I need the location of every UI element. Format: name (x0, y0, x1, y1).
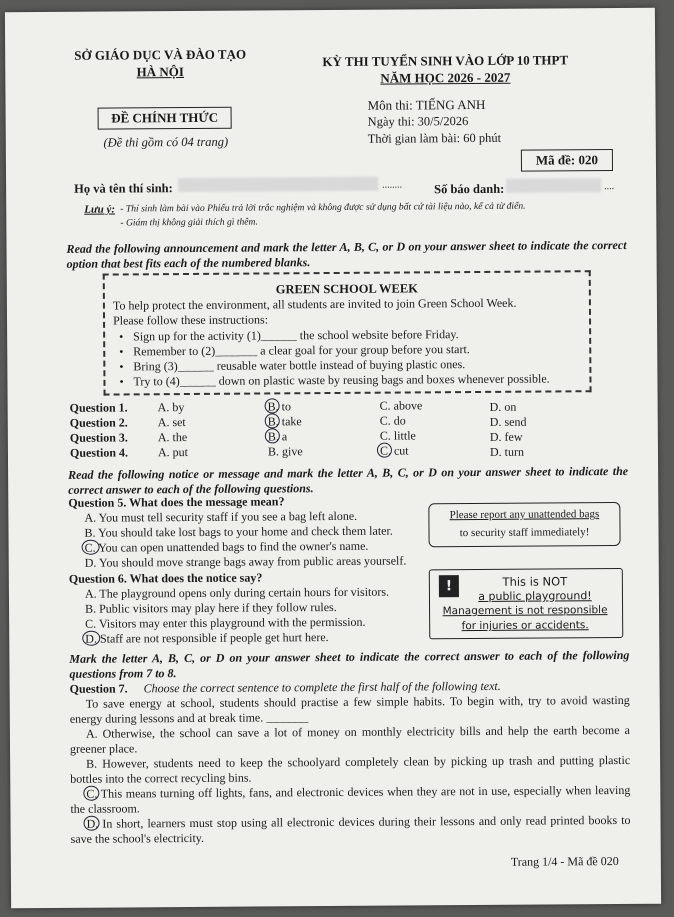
option-c: C. do (379, 413, 406, 428)
answer-circle-icon (265, 413, 280, 428)
option-c: C. little (379, 428, 416, 443)
section3-instruction: Mark the letter A, B, C, or D on your answer sheet to indicate the correct answer to each of the following questions from 7 to 8. (69, 647, 630, 681)
exam-code: Mã đề: 020 (521, 149, 613, 172)
question-7-text: Choose the correct sentence to complete the first half of the following text. (143, 678, 501, 696)
official-badge: ĐỀ CHÍNH THỨC (98, 107, 232, 130)
name-label: Họ và tên thí sinh: (74, 181, 173, 196)
dept-line1: SỞ GIÁO DỤC VÀ ĐÀO TẠO (74, 46, 247, 63)
option-b: B. give (267, 444, 303, 459)
bullet-2: Remember to (2)_______ a clear goal for your group before you start. (133, 342, 470, 359)
q6-option-a: A. The playground opens only during certain hours for visitors. (84, 584, 390, 601)
option-a: A. by (157, 400, 185, 415)
sign-line-1: Please report any unattended bags (449, 508, 600, 522)
warning-icon: ! (439, 575, 459, 597)
q7-option-c: C. This means turning off lights, fans, and electronic devices when they are not in use, especially when leaving the classroom. (70, 782, 631, 816)
id-dots: .... (604, 181, 615, 193)
option-d: D. on (489, 399, 517, 414)
bullet-icon: • (119, 329, 124, 344)
school-year: NĂM HỌC 2026 - 2027 (380, 69, 511, 86)
bullet-icon: • (119, 374, 124, 389)
question-6: Question 6. What does the notice say? (68, 570, 263, 586)
sign-line-3: Management is not responsible (442, 604, 608, 618)
q5-option-b: B. You should take lost bags to your home and check them later. (84, 523, 393, 540)
exam-title: KỲ THI TUYỂN SINH VÀO LỚP 10 THPT (322, 52, 569, 70)
answer-circle-icon (377, 443, 392, 458)
q6-option-d: D. Staff are not responsible if people get hurt here. (85, 630, 329, 646)
q6-option-b: B. Public visitors may play here if they follow rules. (84, 599, 337, 616)
q5-option-d: D. You should move strange bags away from public areas yourself. (84, 553, 407, 570)
bullet-icon: • (119, 344, 124, 359)
answer-circle-icon (82, 631, 100, 646)
q5-option-c: C. You can open unattended bags to find the owner's name. (84, 538, 369, 555)
name-redacted (178, 177, 378, 192)
note-label: Lưu ý: (84, 203, 116, 216)
sign-line-4: for injuries or accidents. (461, 619, 589, 633)
option-c: C. above (379, 398, 423, 413)
q5-option-a: A. You must tell security staff if you see a bag left alone. (84, 508, 358, 525)
id-label: Số báo danh: (434, 181, 505, 197)
id-redacted (506, 178, 601, 193)
option-a: A. set (157, 415, 186, 430)
option-d: D. turn (489, 444, 525, 459)
page-footer: Trang 1/4 - Mã đề 020 (510, 854, 619, 869)
sign-line-1: This is NOT (502, 574, 568, 589)
bullet-1: Sign up for the activity (1)______ the school website before Friday. (133, 327, 459, 344)
section1-instruction: Read the following announcement and mark the letter A, B, C, or D on your answer sheet to indicate the correct option that best fits each of the numbered blanks. (66, 237, 627, 271)
option-b: B. to (267, 399, 292, 414)
q7-option-b: B. However, students need to keep the schoolyard completely clean by picking up trash and putting plastic bottles into the correct recycling bins. (70, 752, 631, 786)
answer-circle-icon (265, 428, 280, 443)
note-line2: - Giám thị không giải thích gì thêm. (120, 216, 258, 229)
option-c: C. cut (379, 443, 409, 458)
note-line1: - Thí sinh làm bài vào Phiếu trả lời trắc nghiệm và không được sử dụng bất cứ tài liệu nào, kể cả từ điển. (120, 200, 526, 215)
exam-page (5, 8, 661, 909)
question-label: Question 3. (69, 430, 128, 445)
q6-option-c: C. Visitors may enter this playground with the permission. (85, 614, 366, 631)
question-label: Question 4. (69, 445, 129, 460)
name-dots: ........ (382, 179, 403, 191)
announcement-intro: To help protect the environment, all students are invited to join Green School Week. (112, 295, 517, 313)
sign-line-2: to security staff immediately! (459, 526, 590, 540)
announcement-intro2: Please follow these instructions: (112, 312, 269, 328)
answer-circle-icon (83, 786, 99, 801)
sign-line-2: a public playground! (478, 589, 592, 603)
option-b: B. a (267, 429, 288, 444)
option-d: D. few (489, 429, 523, 444)
q7-option-d: D. In short, learners must stop using all electronic devices during their lessons and only read printed books to save the school's electricity. (70, 812, 631, 846)
option-a: A. the (157, 430, 188, 445)
bullet-3: Bring (3)______ reusable water bottle instead of buying plastic ones. (133, 357, 466, 374)
bullet-4: Try to (4)______ down on plastic waste by reusing bags and boxes whenever possible. (133, 371, 550, 389)
exam-date: Ngày thi: 30/5/2026 (367, 114, 469, 129)
subject: Môn thi: TIẾNG ANH (367, 96, 486, 113)
duration: Thời gian làm bài: 60 phút (367, 130, 502, 146)
answer-circle-icon (82, 540, 100, 555)
question-label: Question 1. (69, 400, 128, 415)
option-d: D. send (489, 414, 527, 429)
answer-circle-icon (265, 398, 280, 413)
passage: To save energy at school, students should practise a few simple habits. To begin with, try to avoid wasting energy during lessons and at break time. _______ (69, 692, 630, 726)
answer-circle-icon (83, 816, 99, 831)
option-a: A. put (157, 445, 189, 460)
question-label: Question 2. (69, 415, 128, 430)
q7-option-a: A. Otherwise, the school can save a lot of money on monthly electricity bills and help the earth become a greener place. (69, 722, 630, 756)
pages-note: (Đề thi gồm có 04 trang) (103, 134, 229, 150)
option-b: B. take (267, 414, 302, 429)
announcement-title: GREEN SCHOOL WEEK (275, 281, 418, 297)
bullet-icon: • (119, 359, 124, 374)
dept-line2: HÀ NỘI (136, 64, 185, 80)
question-7-label: Question 7. (69, 681, 128, 696)
question-5: Question 5. What does the message mean? (68, 494, 285, 510)
section2-instruction: Read the following notice or message and mark the letter A, B, C, or D on your answer sheet to indicate the correct answer to each of the following questions. (68, 463, 629, 497)
